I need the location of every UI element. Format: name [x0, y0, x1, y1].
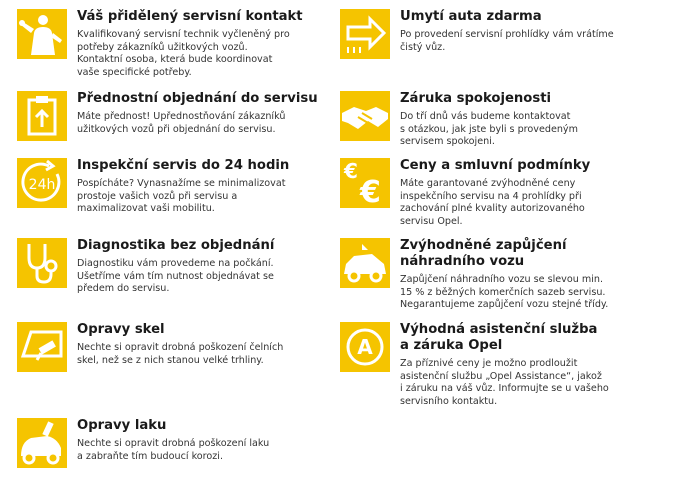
benefit-title: Zvýhodněné zapůjčení náhradního vozu [400, 238, 567, 269]
stethoscope-icon [17, 238, 67, 288]
benefit-title: Diagnostika bez objednání [77, 238, 275, 253]
benefit-title: Váš přidělený servisní kontakt [77, 9, 303, 24]
assistance-glyph: A [357, 335, 373, 359]
benefit-description: Kvalifikovaný servisní technik vyčleněný pro potřeby zákazníků užitkových vozů. Kontaktní osoba, která bude koordinovat vaše specifické potřeby. [77, 29, 290, 78]
benefit-description: Do tří dnů vás budeme kontaktovat s otázkou, jak jste byli s provedeným servisem spokojeni. [400, 111, 578, 148]
technician-icon [17, 9, 67, 59]
benefit-description: Máte garantované zvýhodněné ceny inspekčního servisu na 4 prohlídky při zachování plné kvality autorizovaného servisu Opel. [400, 178, 585, 227]
paint-repair-icon [17, 418, 67, 468]
benefit-title: Přednostní objednání do servisu [77, 91, 318, 106]
benefit-title: Umytí auta zdarma [400, 9, 542, 24]
svg-text:€: € [344, 159, 358, 183]
assistance-a-icon [340, 322, 390, 372]
benefit-description: Nechte si opravit drobná poškození čelních skel, než se z nich stanou velké trhliny. [77, 342, 284, 366]
benefit-description: Pospícháte? Vynasnažíme se minimalizovat prostoje vašich vozů při servisu a maximalizovat vaši mobilitu. [77, 178, 286, 215]
benefit-description: Za příznivé ceny je možno prodloužit asistenční službu „Opel Assistance“, jakož i záruku na váš vůz. Informujte se u vašeho servisního kontaktu. [400, 358, 609, 407]
benefit-title: Záruka spokojenosti [400, 91, 552, 106]
handshake-icon [340, 91, 390, 141]
benefit-title: Výhodná asistenční služba a záruka Opel [400, 322, 598, 353]
euro-coins-icon [340, 158, 390, 208]
svg-text:€: € [360, 175, 381, 208]
car-wash-arrow-icon [340, 9, 390, 59]
clipboard-upload-icon [17, 91, 67, 141]
benefit-description: Zapůjčení náhradního vozu se slevou min. 15 % z běžných komerčních sazeb servisu. Negarantujeme zapůjčení vozu stejné třídy. [400, 274, 609, 311]
benefit-title: Opravy laku [77, 418, 167, 433]
benefit-title: Opravy skel [77, 322, 165, 337]
benefit-description: Máte přednost! Upřednostňování zákazníků užitkových vozů při objednání do servisu. [77, 111, 286, 135]
benefit-description: Po provedení servisní prohlídky vám vrátíme čistý vůz. [400, 29, 614, 53]
benefit-description: Diagnostiku vám provedeme na počkání. Ušetříme vám tím nutnost objednávat se předem do servisu. [77, 258, 274, 295]
benefit-description: Nechte si opravit drobná poškození laku a zabraňte tím budoucí korozi. [77, 438, 270, 462]
clock-24h-icon [17, 158, 67, 208]
svg-text:24h: 24h [28, 177, 56, 193]
benefit-title: Inspekční servis do 24 hodin [77, 158, 290, 173]
benefit-title: Ceny a smluvní podmínky [400, 158, 591, 173]
windshield-repair-icon [17, 322, 67, 372]
replacement-car-icon [340, 238, 390, 288]
